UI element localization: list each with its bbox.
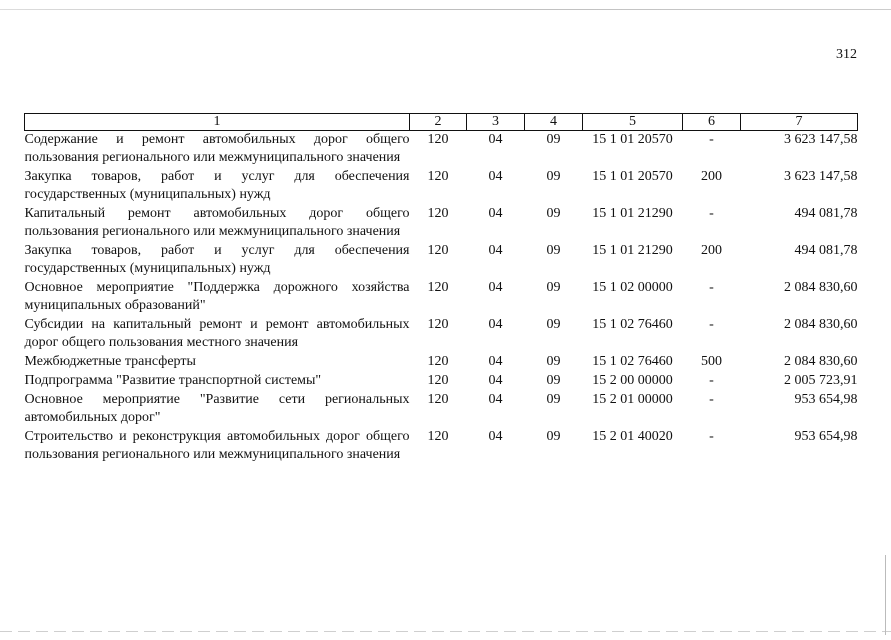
cell-expense-type: -: [709, 132, 714, 147]
cell-ministry-code: 120: [427, 243, 449, 258]
cell-amount: 953 654,98: [794, 429, 858, 444]
cell-amount: 2 005 723,91: [784, 373, 858, 388]
cell-subsection: 09: [546, 206, 561, 221]
cell-target-article: 15 1 01 20570: [592, 169, 673, 184]
cell-subsection: 09: [546, 429, 561, 444]
cell-subsection: 09: [546, 354, 561, 369]
row-name-cell: Межбюджетные трансферты: [24, 354, 196, 369]
cell-subsection: 09: [546, 317, 561, 332]
cell-target-article: 15 2 01 00000: [592, 392, 673, 407]
cell-expense-type: -: [709, 373, 714, 388]
cell-expense-type: 200: [701, 169, 722, 184]
cell-expense-type: -: [709, 392, 714, 407]
row-name-cell: Капитальный ремонт автомобильных дорог общего пользования регионального или межмуниципального значения: [24, 206, 410, 239]
cell-ministry-code: 120: [427, 354, 449, 369]
column-header: 1: [25, 114, 410, 131]
row-name-cell: Закупка товаров, работ и услуг для обеспечения государственных (муниципальных) нужд: [24, 169, 410, 202]
cell-subsection: 09: [546, 280, 561, 295]
scan-edge-top: [0, 9, 891, 10]
scan-edge-right: [885, 555, 886, 635]
cell-ministry-code: 120: [427, 206, 449, 221]
cell-ministry-code: 120: [427, 392, 449, 407]
cell-section: 04: [488, 280, 503, 295]
table-row: [25, 279, 858, 316]
cell-target-article: 15 1 01 21290: [592, 243, 673, 258]
cell-section: 04: [488, 392, 503, 407]
column-header: 2: [410, 114, 467, 131]
cell-subsection: 09: [546, 169, 561, 184]
column-header: 7: [741, 114, 858, 131]
budget-table: [24, 113, 858, 465]
cell-amount: 2 084 830,60: [784, 317, 858, 332]
cell-amount: 2 084 830,60: [784, 280, 858, 295]
cell-ministry-code: 120: [427, 373, 449, 388]
cell-subsection: 09: [546, 373, 561, 388]
cell-amount: 3 623 147,58: [784, 169, 858, 184]
cell-section: 04: [488, 373, 503, 388]
table-row: [25, 391, 858, 428]
cell-ministry-code: 120: [427, 169, 449, 184]
header-row: [25, 114, 858, 131]
cell-ministry-code: 120: [427, 317, 449, 332]
cell-ministry-code: 120: [427, 280, 449, 295]
cell-section: 04: [488, 206, 503, 221]
table-row: [25, 131, 858, 169]
cell-subsection: 09: [546, 392, 561, 407]
cell-section: 04: [488, 429, 503, 444]
cell-amount: 494 081,78: [794, 243, 858, 258]
cell-amount: 3 623 147,58: [784, 132, 858, 147]
cell-target-article: 15 1 02 00000: [592, 280, 673, 295]
cell-target-article: 15 2 01 40020: [592, 429, 673, 444]
column-header: 4: [525, 114, 583, 131]
cell-section: 04: [488, 169, 503, 184]
table-row: [25, 428, 858, 465]
row-name-cell: Субсидии на капитальный ремонт и ремонт автомобильных дорог общего пользования местного значения: [24, 317, 410, 350]
cell-expense-type: -: [709, 206, 714, 221]
column-header: 6: [683, 114, 741, 131]
cell-expense-type: 200: [701, 243, 722, 258]
cell-subsection: 09: [546, 243, 561, 258]
table-row: [25, 353, 858, 372]
cell-expense-type: -: [709, 429, 714, 444]
row-name-cell: Основное мероприятие "Развитие сети региональных автомобильных дорог": [24, 392, 410, 425]
cell-expense-type: 500: [701, 354, 722, 369]
cell-ministry-code: 120: [427, 132, 449, 147]
cell-ministry-code: 120: [427, 429, 449, 444]
table-row: [25, 242, 858, 279]
scan-edge-bottom: [0, 631, 891, 632]
cell-amount: 2 084 830,60: [784, 354, 858, 369]
page-number: 312: [836, 47, 857, 62]
column-header: 5: [583, 114, 683, 131]
cell-section: 04: [488, 243, 503, 258]
table-row: [25, 205, 858, 242]
table-row: [25, 372, 858, 391]
cell-target-article: 15 1 01 20570: [592, 132, 673, 147]
cell-section: 04: [488, 354, 503, 369]
cell-subsection: 09: [546, 132, 561, 147]
column-header: 3: [467, 114, 525, 131]
cell-target-article: 15 1 02 76460: [592, 354, 673, 369]
row-name-cell: Основное мероприятие "Поддержка дорожного хозяйства муниципальных образований": [24, 280, 410, 313]
cell-expense-type: -: [709, 317, 714, 332]
table-row: [25, 316, 858, 353]
row-name-cell: Подпрограмма "Развитие транспортной системы": [24, 373, 322, 388]
cell-target-article: 15 1 01 21290: [592, 206, 673, 221]
row-name-cell: Строительство и реконструкция автомобильных дорог общего пользования регионального или межмуниципального значения: [24, 429, 410, 462]
cell-target-article: 15 1 02 76460: [592, 317, 673, 332]
table-row: [25, 168, 858, 205]
row-name-cell: Содержание и ремонт автомобильных дорог общего пользования регионального или межмуниципального значения: [24, 132, 410, 165]
cell-target-article: 15 2 00 00000: [592, 373, 673, 388]
cell-expense-type: -: [709, 280, 714, 295]
cell-amount: 953 654,98: [794, 392, 858, 407]
cell-section: 04: [488, 132, 503, 147]
row-name-cell: Закупка товаров, работ и услуг для обеспечения государственных (муниципальных) нужд: [24, 243, 410, 276]
cell-amount: 494 081,78: [794, 206, 858, 221]
cell-section: 04: [488, 317, 503, 332]
